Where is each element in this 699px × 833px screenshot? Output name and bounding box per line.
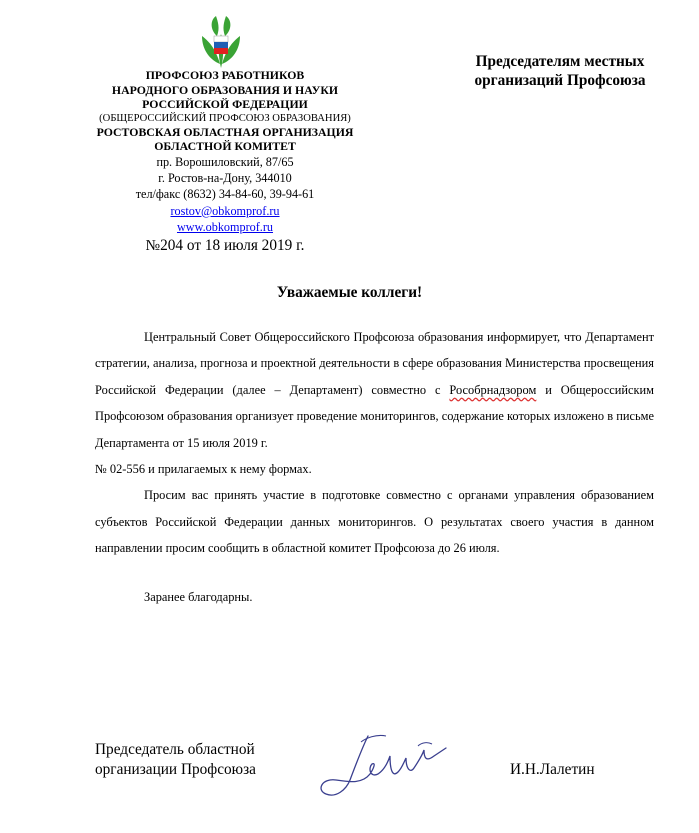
- signatory-title-line2: организации Профсоюза: [95, 761, 256, 778]
- org-name-line1: ПРОФСОЮЗ РАБОТНИКОВ: [145, 68, 305, 82]
- signatory-name: И.Н.Лалетин: [510, 761, 595, 778]
- sender-header: [90, 68, 360, 256]
- org-name-line2: НАРОДНОГО ОБРАЗОВАНИЯ И НАУКИ: [111, 82, 339, 97]
- address-line1: пр. Ворошиловский, 87/65: [156, 154, 294, 169]
- paragraph-1-continuation: № 02-556 и прилагаемых к нему формах.: [95, 462, 312, 477]
- paragraph-1-part-b: и Общероссийским Профсоюзом образования организует проведение мониторингов, содержание которых изложено в письме Департамента от 15 июля 2019 г.: [95, 382, 655, 450]
- website-link[interactable]: www.obkomprof.ru: [176, 220, 274, 235]
- org-name-line5: РОСТОВСКАЯ ОБЛАСТНАЯ ОРГАНИЗАЦИЯ: [96, 124, 354, 139]
- addressee-line1: Председателям местных: [475, 53, 645, 70]
- greeting: Уважаемые коллеги!: [276, 284, 423, 301]
- union-logo: [196, 14, 246, 72]
- signatory-title: [95, 740, 256, 780]
- paragraph-1: [95, 324, 654, 456]
- phone-fax: тел/факс (8632) 34-84-60, 39-94-61: [135, 187, 315, 202]
- addressee: [440, 52, 680, 90]
- spellcheck-word: Рособрнадзором: [449, 382, 537, 397]
- address-line2: г. Ростов-на-Дону, 344010: [158, 170, 292, 185]
- org-name-line3: РОССИЙСКОЙ ФЕДЕРАЦИИ: [142, 97, 308, 111]
- addressee-line2: организаций Профсоюза: [474, 72, 646, 89]
- letter-body: [95, 324, 654, 562]
- closing-thanks: Заранее благодарны.: [144, 590, 253, 604]
- paragraph-2: Просим вас принять участие в подготовке совместно с органами управления образованием субъектов Российской Федерации данных мониторингов. О результатах своего участия в данном направлении просим сообщить в областной комитет Профсоюза до 26 июля.: [95, 488, 654, 556]
- handwritten-signature: [306, 728, 456, 803]
- paragraph-1-part-a: Центральный Совет Общероссийского Профсоюза образования информирует, что Департамент стратегии, анализа, прогноза и проектной деятельности в сфере образования Министерства просвещения Российской Федерации (далее – Департамент) совместно с: [95, 330, 654, 397]
- email-link[interactable]: rostov@obkomprof.ru: [170, 203, 280, 218]
- org-name-line6: ОБЛАСТНОЙ КОМИТЕТ: [154, 139, 296, 153]
- signatory-title-line1: Председатель областной: [95, 741, 255, 758]
- document-reference: №204 от 18 июля 2019 г.: [145, 236, 305, 254]
- org-name-line4: (ОБЩЕРОССИЙСКИЙ ПРОФСОЮЗ ОБРАЗОВАНИЯ): [99, 112, 351, 124]
